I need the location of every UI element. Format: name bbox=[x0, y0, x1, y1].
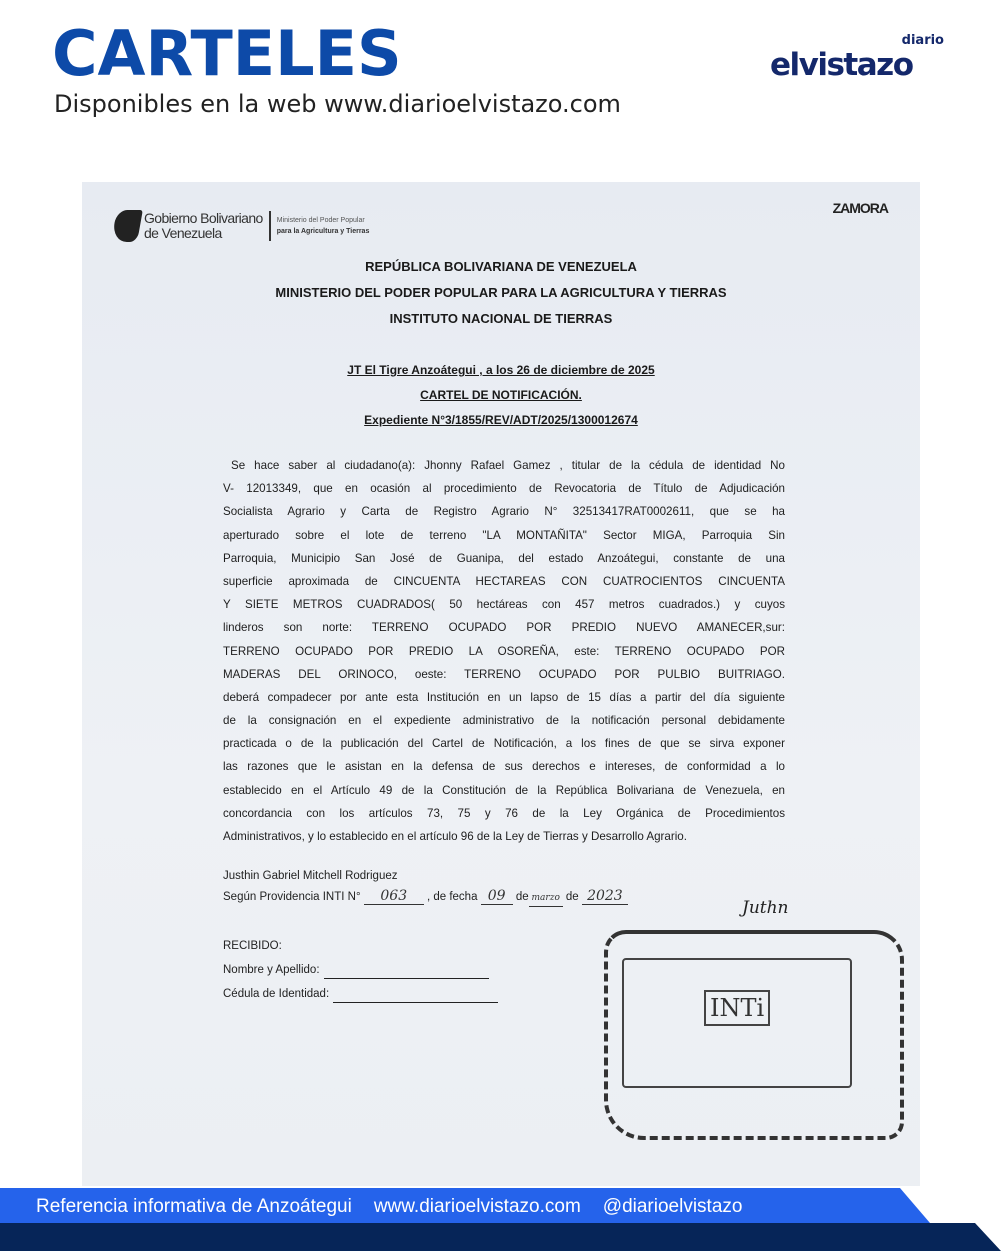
notice-body-line: Se hace saber al ciudadano(a): Jhonny Rafael Gamez , titular de la cédula de identidad No bbox=[231, 459, 785, 472]
notice-body-line: practicada o de la publicación del Cartel de Notificación, a los fines de que se sirva exponer bbox=[223, 737, 785, 751]
notice-body-line: Y SIETE METROS CUADRADOS( 50 hectáreas con 457 metros cuadrados.) y cuyos bbox=[223, 598, 785, 612]
notice-body-line: linderos son norte: TERRENO OCUPADO POR PREDIO NUEVO AMANECER,sur: bbox=[223, 621, 785, 635]
notice-body-line: TERRENO OCUPADO POR PREDIO LA OSOREÑA, este: TERRENO OCUPADO POR bbox=[223, 644, 785, 658]
ministry-logo-line1: Ministerio del Poder Popular bbox=[276, 217, 365, 224]
notice-body-line: MADERAS DEL ORINOCO, oeste: TERRENO OCUPADO POR PULBIO BUITRIAGO. bbox=[223, 667, 785, 681]
gov-logo bbox=[114, 210, 369, 242]
page-subtitle: Disponibles en la web www.diarioelvistazo.com bbox=[54, 90, 621, 118]
notice-body-line: Socialista Agrario y Carta de Registro Agrario N° 32513417RAT0002611, que se ha bbox=[223, 505, 785, 519]
inti-stamp bbox=[604, 930, 904, 1140]
cartel-title: CARTEL DE NOTIFICACIÓN. bbox=[420, 388, 582, 402]
venezuela-map-icon bbox=[111, 210, 143, 242]
fecha-day: 09 bbox=[481, 888, 513, 905]
cedula-label: Cédula de Identidad: bbox=[223, 988, 330, 1000]
zamora-logo: ZAMORA bbox=[832, 200, 888, 216]
notice-body-line: V- 12013349, que en ocasión al procedimiento de Revocatoria de Título de Adjudicación bbox=[223, 482, 785, 496]
stamp-inner-box bbox=[622, 958, 852, 1088]
providencia-prefix: Según Providencia INTI N° bbox=[223, 891, 361, 903]
scanned-document bbox=[82, 182, 920, 1186]
fecha-label: , de fecha bbox=[426, 891, 478, 903]
logo-big-text: elvistazo bbox=[770, 47, 913, 83]
notice-body-line: deberá compadecer por ante esta Institución en un lapso de 15 días a partir del día siguiente bbox=[223, 690, 785, 704]
notice-body-line: aperturado sobre el lote de terreno "LA MONTAÑITA" Sector MIGA, Parroquia Sin bbox=[223, 528, 785, 542]
heading-republica: REPÚBLICA BOLIVARIANA DE VENEZUELA bbox=[365, 259, 637, 274]
footer-website[interactable]: www.diarioelvistazo.com bbox=[373, 1196, 581, 1217]
gov-logo-line2: de Venezuela bbox=[144, 225, 222, 241]
cedula-field bbox=[223, 985, 498, 1003]
heading-instituto: INSTITUTO NACIONAL DE TIERRAS bbox=[389, 311, 613, 326]
nombre-field bbox=[223, 961, 489, 979]
de-label-2: de bbox=[565, 891, 579, 903]
notice-body-line: concordancia con los artículos 73, 75 y 76 de la Ley Orgánica de Procedimientos bbox=[223, 806, 785, 820]
notice-body bbox=[223, 454, 785, 848]
place-date: JT El Tigre Anzoátegui , a los 26 de diciembre de 2025 bbox=[347, 363, 655, 377]
logo-small-text: diario bbox=[901, 33, 944, 48]
heading-ministerio: MINISTERIO DEL PODER POPULAR PARA LA AGRICULTURA Y TIERRAS bbox=[275, 285, 727, 300]
nombre-blank-line bbox=[324, 967, 489, 979]
ministry-logo-line2: para la Agricultura y Tierras bbox=[276, 228, 370, 235]
expediente-number: Expediente N°3/1855/REV/ADT/2025/1300012674 bbox=[364, 413, 638, 427]
notice-body-line: de la consignación en el expediente administrativo de la notificación personal debidamente bbox=[223, 714, 785, 728]
brand-logo bbox=[770, 34, 950, 84]
cedula-blank-line bbox=[333, 991, 498, 1003]
recibido-label: RECIBIDO: bbox=[223, 940, 282, 952]
footer-tagline: Referencia informativa de Anzoátegui bbox=[36, 1196, 352, 1217]
fecha-month: marzo bbox=[529, 890, 563, 907]
notice-body-line: las razones que le asistan en la defensa de sus derechos e intereses, de conformidad a lo bbox=[223, 760, 785, 774]
providencia-number: 063 bbox=[364, 888, 424, 905]
page-title: CARTELES bbox=[52, 17, 402, 90]
footer-navy-band bbox=[0, 1223, 1001, 1251]
footer-handle[interactable]: @diarioelvistazo bbox=[602, 1196, 743, 1217]
nombre-label: Nombre y Apellido: bbox=[223, 964, 320, 976]
providencia-line bbox=[223, 888, 628, 907]
handwritten-signature: Juthn bbox=[742, 898, 789, 918]
de-label: de bbox=[515, 891, 529, 903]
footer-text-row bbox=[36, 1196, 742, 1218]
stamp-inti-logo: INTi bbox=[704, 990, 770, 1026]
gov-logo-line1: Gobierno Bolivariano bbox=[144, 210, 263, 226]
notice-body-line: Parroquia, Municipio San José de Guanipa, del estado Anzoátegui, constante de una bbox=[223, 551, 785, 565]
fecha-year: 2023 bbox=[582, 888, 628, 905]
notice-body-line: superficie aproximada de CINCUENTA HECTAREAS CON CUATROCIENTOS CINCUENTA bbox=[223, 574, 785, 588]
notice-body-line: establecido en el Artículo 49 de la Constitución de la República Bolivariana de Venezuela, en bbox=[223, 783, 785, 797]
notice-body-line: Administrativos, y lo establecido en el artículo 96 de la Ley de Tierras y Desarrollo Agrario. bbox=[223, 830, 687, 843]
signer-name: Justhin Gabriel Mitchell Rodriguez bbox=[223, 870, 398, 882]
logo-divider bbox=[269, 211, 271, 241]
